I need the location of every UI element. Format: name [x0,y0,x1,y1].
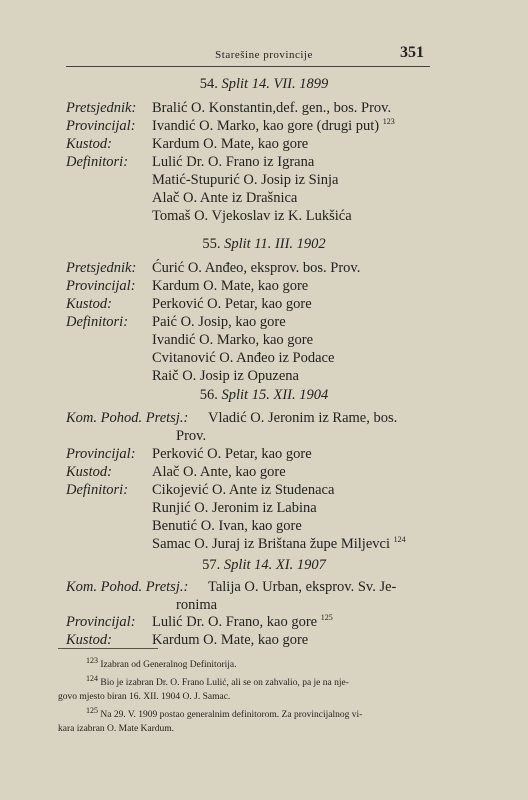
footnote: $^{123}$ Izabran od Generalnog Definitorija. [86,655,237,670]
running-header: Starešine provincije [215,49,313,61]
section-heading: 57. Split 14. XI. 1907 [202,557,326,573]
footnote-rule [58,648,158,649]
footnote-ref: 124 [393,535,406,545]
section-heading: 55. Split 11. III. 1902 [202,236,326,252]
section-heading: 54. Split 14. VII. 1899 [199,76,329,92]
footnote-ref: 125 [320,613,333,623]
book-page: Starešine provincije 351 54. Split 14. VII. 1899 Pretsjednik: Bralić O. Konstantin,def. gen., bos. Prov. Provincijal: Ivandić O. Marko, kao gore (drugi put) $^{123}$ Kustod: Kardum O. Mate, kao gore Definitori: Lulić Dr. O. Frano iz Igrana Matić-Stupurić O. Josip iz Sinja Alač O. Ante iz Drašnica Tomaš O. Vjekoslav iz K. Lukšića 55. Split 11. III. 1902 Pretsjednik: Ćurić O. Anđeo, eksprov. bos. Prov. Provincijal: Kardum O. Mate, kao gore Kustod: Perković O. Petar, kao gore Definitori: Paić O. Josip, kao gore Ivandić O. Marko, kao gore Cvitanović O. Anđeo iz Podace Raič O. Josip iz Opuzena 56. Split 15. XII. 1904 Kom. Pohod. Pretsj.: Vladić O. Jeronim iz Rame, bos. Prov. Provincijal: Perković O. Petar, kao gore Kustod: Alač O. Ante, kao gore Definitori: Cikojević O. Ante iz Studenaca Runjić O. Jeronim iz Labina Benutić O. Ivan, kao gore Samac O. Juraj iz Brištana župe Miljevci $^{124}$ 57. Split 14. XI. 1907 Kom. Pohod. Pretsj.: Talija O. Urban, eksprov. Sv. Je- ronima Provincijal: Lulić Dr. O. Frano, kao gore $^{125}$ Kustod: Kardum O. Mate, kao gore $^{123}$ Izabran od Generalnog Definitorija. $^{124}$ Bio je izabran Dr. O. Frano Lulić, ali se on zahvalio, pa je na nje- govo mjesto biran 16. XII. 1904 O. J. Samac. $^{125}$ Na 29. V. 1909 postao generalnim definitorom. Za provincijalnog vi- kara izabran O. Mate Kardum. [0,0,528,800]
page-number: 351 [400,44,424,61]
footnote: $^{125}$ Na 29. V. 1909 postao generalnim definitorom. Za provincijalnog vi- kara izabran O. Mate Kardum. [58,705,363,734]
footnote-ref: 123 [382,117,395,127]
footnote: $^{124}$ Bio je izabran Dr. O. Frano Lulić, ali se on zahvalio, pa je na nje- govo mjesto biran 16. XII. 1904 O. J. Samac. [58,673,349,702]
header-rule [66,66,430,67]
section-heading: 56. Split 15. XII. 1904 [199,387,329,403]
